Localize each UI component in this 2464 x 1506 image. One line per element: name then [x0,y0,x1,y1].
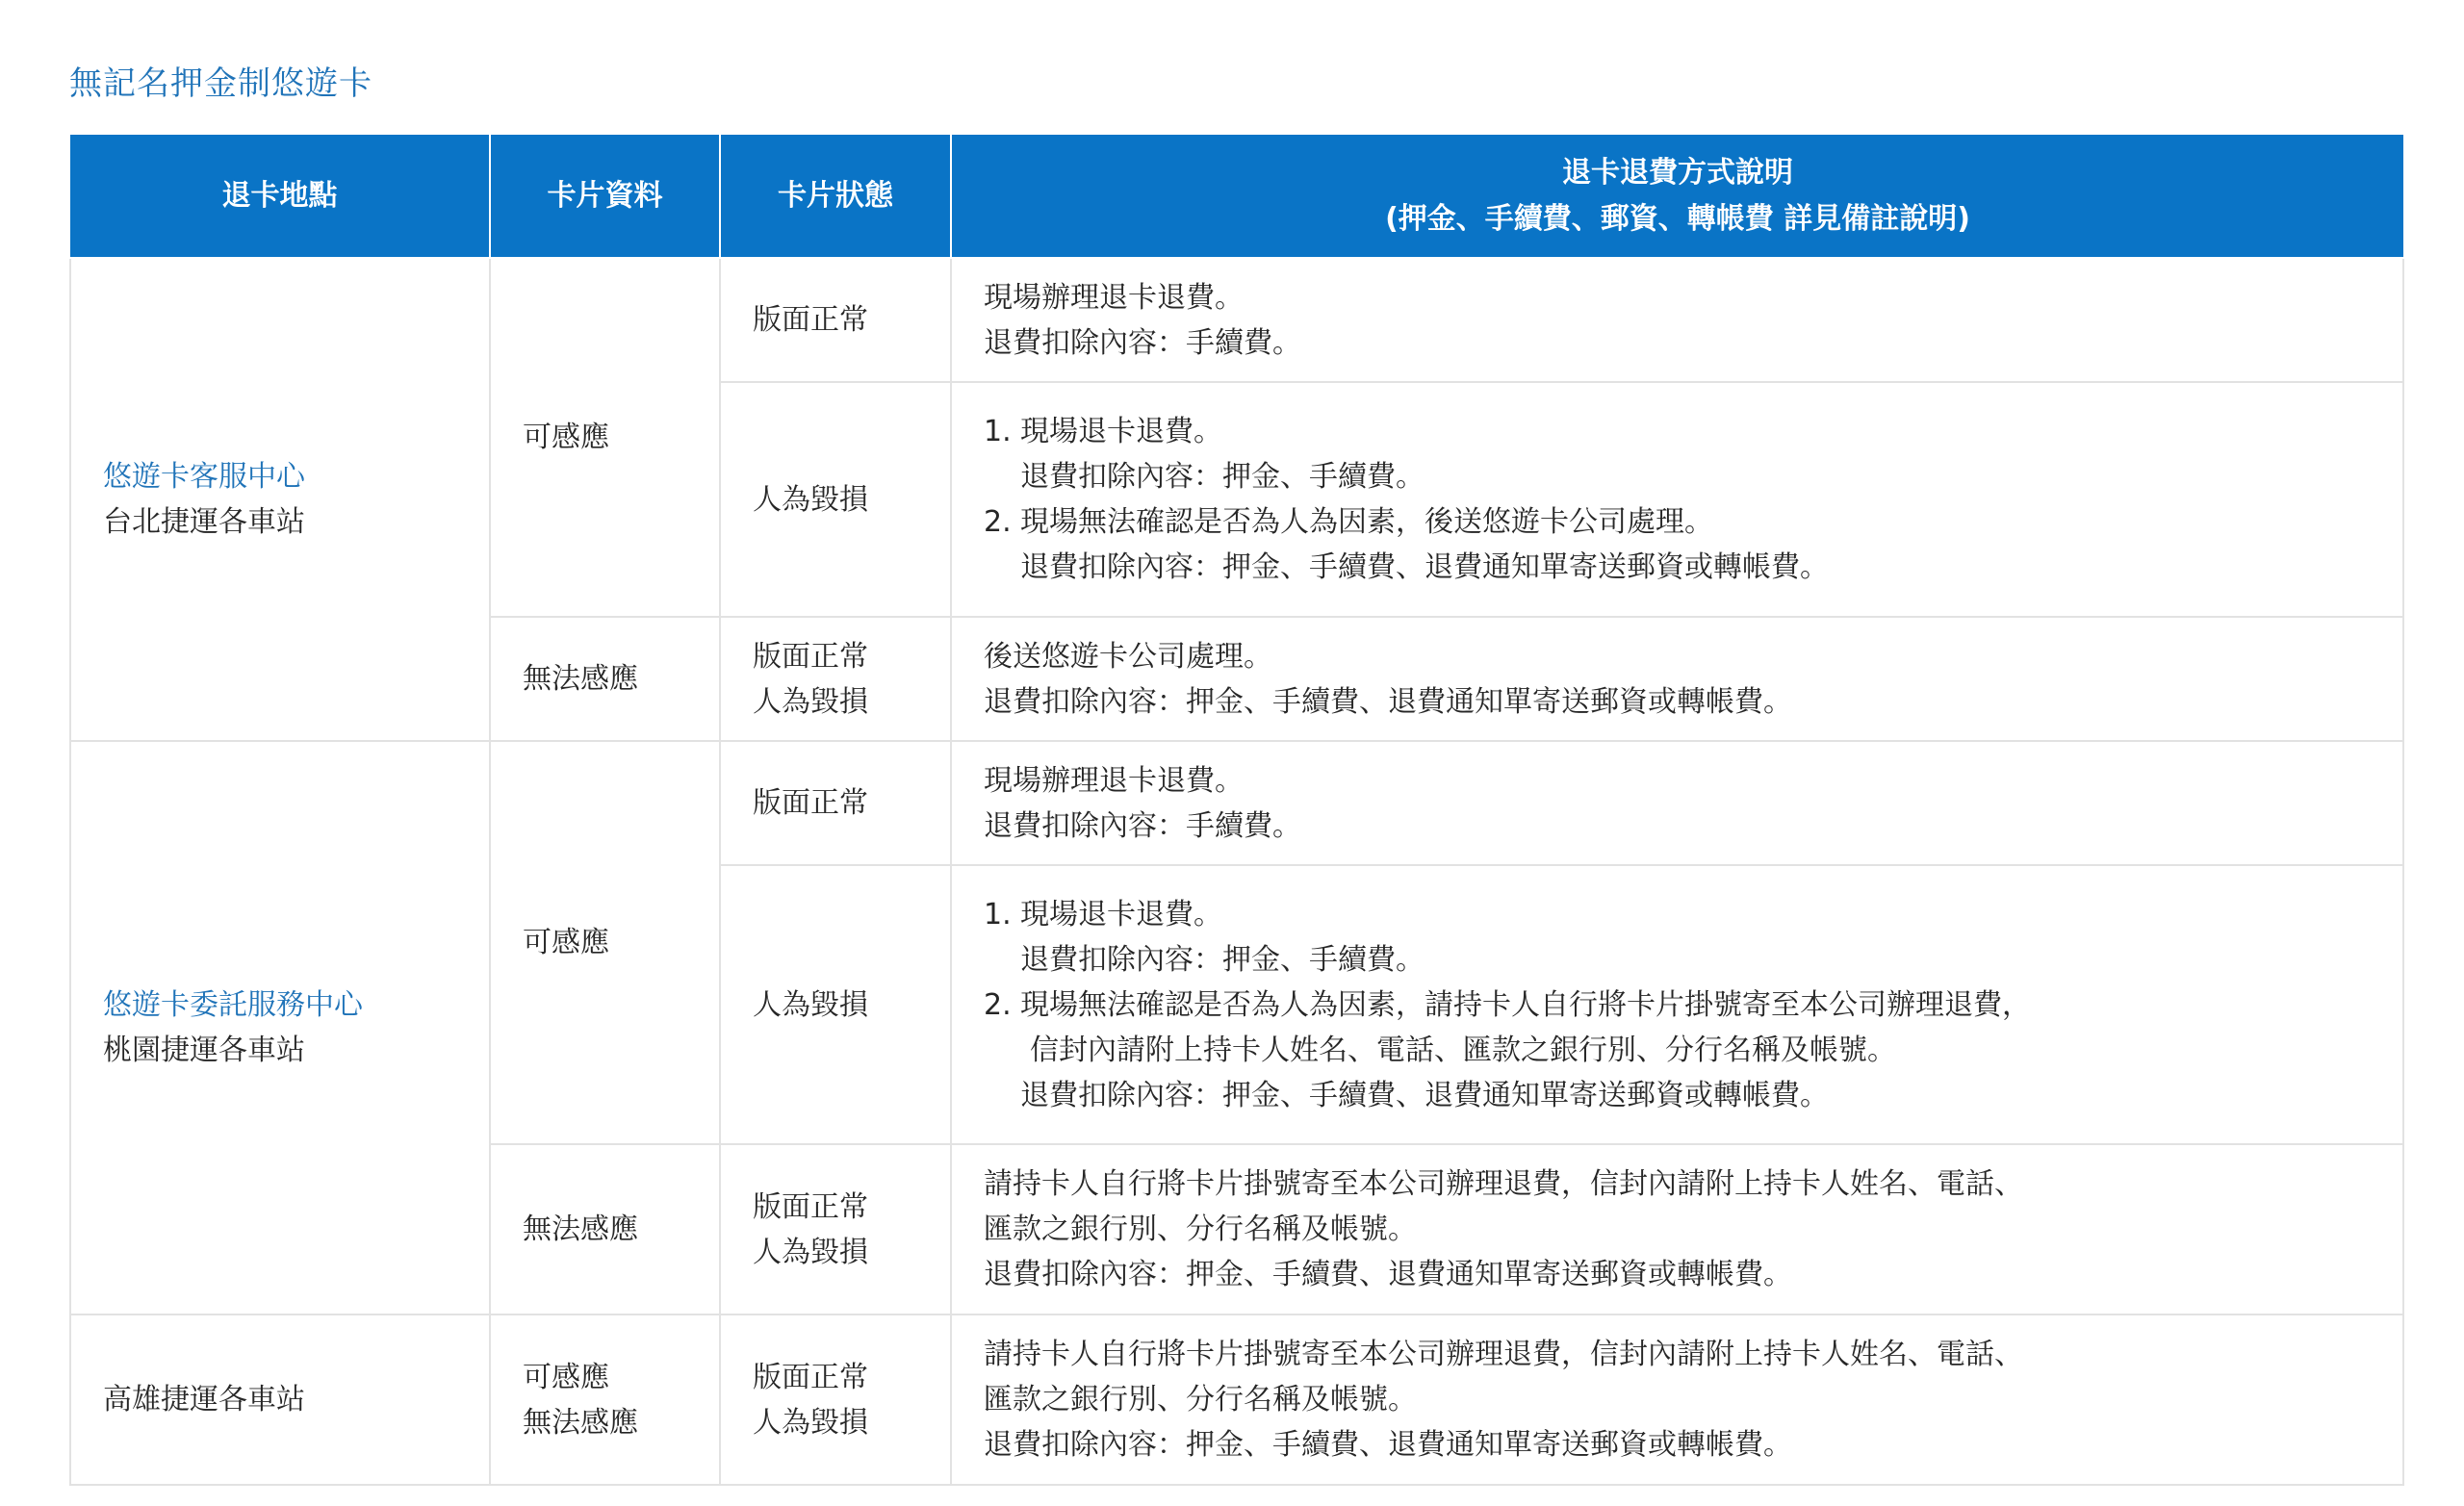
header-location: 退卡地點 [70,135,490,258]
table-header [70,135,2403,258]
desc-line: 退費扣除內容：押金、手續費、退費通知單寄送郵資或轉帳費。 [984,684,1792,719]
refund-desc-cell [951,741,2403,865]
refund-table [69,135,2404,1486]
card-status-cell [720,1144,951,1315]
card-status-cell [720,617,951,741]
refund-steps-list [984,409,2402,590]
status-line: 人為毀損 [753,684,868,719]
desc-line: 退費扣除內容：押金、手續費、退費通知單寄送郵資或轉帳費。 [984,1258,1792,1291]
step-number: 2. [984,505,1012,539]
page-title: 無記名押金制悠遊卡 [69,64,372,103]
header-card-info: 卡片資料 [490,135,720,258]
refund-steps-list [984,892,2402,1118]
refund-desc-cell [951,258,2403,382]
desc-line: 退費扣除內容：手續費。 [984,808,1301,843]
list-item [984,983,2402,1118]
status-line: 版面正常 [753,1189,868,1224]
list-item [984,892,2402,983]
location-stations: 桃園捷運各車站 [103,1034,305,1067]
status-line: 版面正常 [753,1360,868,1394]
card-info-cell [490,1315,720,1485]
refund-desc-cell [951,382,2403,617]
card-status-cell: 人為毀損 [720,865,951,1144]
step-number: 1. [984,415,1012,448]
status-line: 人為毀損 [753,1405,868,1440]
card-status-cell: 版面正常 [720,258,951,382]
list-item [984,409,2402,499]
header-refund-method [951,135,2403,258]
list-item [984,499,2402,590]
desc-line: 現場辦理退卡退費。 [984,763,1244,798]
header-row [70,135,2403,258]
location-cell [70,1315,490,1485]
step-text: 退費扣除內容：押金、手續費、退費通知單寄送郵資或轉帳費。 [1020,550,1829,584]
location-stations: 台北捷運各車站 [103,505,305,539]
location-cell [70,741,490,1315]
step-text: 信封內請附上持卡人姓名、電話、匯款之銀行別、分行名稱及帳號。 [1030,1033,1896,1067]
desc-line: 退費扣除內容：押金、手續費、退費通知單寄送郵資或轉帳費。 [984,1428,1792,1462]
step-number: 1. [984,897,1012,932]
table-row [70,1315,2403,1485]
step-text: 退費扣除內容：押金、手續費。 [1020,942,1424,977]
step-text: 現場退卡退費。 [1020,897,1222,932]
step-text: 現場退卡退費。 [1020,415,1222,448]
table-row [70,258,2403,382]
desc-line: 現場辦理退卡退費。 [984,280,1244,315]
table-row [70,741,2403,865]
desc-line: 匯款之銀行別、分行名稱及帳號。 [984,1212,1417,1246]
refund-desc-cell [951,1315,2403,1485]
desc-line: 後送悠遊卡公司處理。 [984,639,1272,674]
step-text: 現場無法確認是否為人為因素，請持卡人自行將卡片掛號寄至本公司辦理退費， [1020,987,2031,1022]
card-status-cell: 版面正常 [720,741,951,865]
step-text: 退費扣除內容：押金、手續費、退費通知單寄送郵資或轉帳費。 [1020,1078,1829,1112]
card-info-cell: 無法感應 [490,617,720,741]
header-card-status: 卡片狀態 [720,135,951,258]
card-status-cell [720,1315,951,1485]
refund-desc-cell [951,1144,2403,1315]
card-status-cell: 人為毀損 [720,382,951,617]
card-info-line: 可感應 [523,1360,609,1394]
card-info-line: 無法感應 [523,1405,638,1440]
header-refund-method-title: 退卡退費方式說明 [1562,155,1793,190]
step-number: 2. [984,987,1012,1022]
desc-line: 退費扣除內容：手續費。 [984,325,1301,360]
card-info-cell: 無法感應 [490,1144,720,1315]
step-text: 退費扣除內容：押金、手續費。 [1020,460,1424,494]
table-body [70,258,2403,1485]
card-info-cell: 可感應 [490,258,720,617]
service-center-link[interactable]: 悠遊卡客服中心 [103,460,305,494]
card-info-cell: 可感應 [490,741,720,1144]
desc-line: 請持卡人自行將卡片掛號寄至本公司辦理退費，信封內請附上持卡人姓名、電話、 [984,1167,2023,1201]
location-cell [70,258,490,741]
status-line: 版面正常 [753,639,868,674]
desc-line: 請持卡人自行將卡片掛號寄至本公司辦理退費，信封內請附上持卡人姓名、電話、 [984,1338,2023,1371]
refund-desc-cell [951,617,2403,741]
step-text: 現場無法確認是否為人為因素，後送悠遊卡公司處理。 [1020,505,1713,539]
status-line: 人為毀損 [753,1235,868,1269]
header-refund-method-note: (押金、手續費、郵資、轉帳費 詳見備註說明) [1385,201,1970,236]
location-stations: 高雄捷運各車站 [103,1383,305,1417]
desc-line: 匯款之銀行別、分行名稱及帳號。 [984,1383,1417,1417]
refund-desc-cell [951,865,2403,1144]
service-center-link[interactable]: 悠遊卡委託服務中心 [103,988,363,1022]
